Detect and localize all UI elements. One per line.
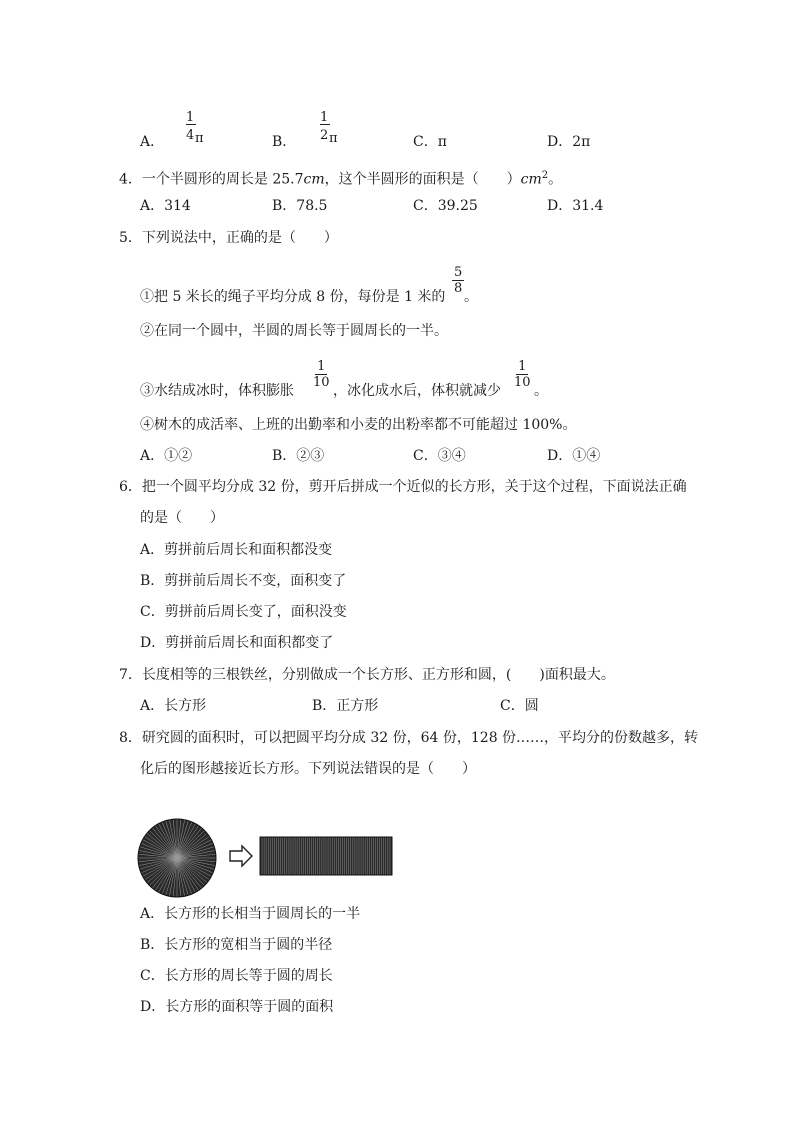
option-text: 2π [572,134,591,150]
q5-option-a: A．①② [140,448,193,464]
q5-statement-4: ④树木的成活率、上班的出勤率和小麦的出粉率都不可能超过 100%。 [140,417,577,433]
q4-stem-end: 。 [548,171,563,188]
q6-stem-line-2: 的是（ ） [140,510,224,526]
option-text: π [437,134,447,150]
sliced-circle-figure [138,819,216,897]
fraction-denominator: 8 [454,281,463,296]
q5-s3-fraction-2 [514,360,531,389]
q5-s3-mid: ，冰化成水后，体积就减少 [333,383,501,399]
q8-stem-line-1: 8．研究圆的面积时，可以把圆平均分成 32 份，64 份，128 份……，平均分的份数越多，转 [119,730,699,746]
q4-superscript: 2 [541,170,549,181]
fraction-bar [320,124,330,125]
q8-option-b: B．长方形的宽相当于圆的半径 [140,937,333,953]
q5-stem: 5．下列说法中，正确的是（ ） [119,230,338,246]
fraction-numerator: 1 [186,110,195,125]
fraction-bar [186,124,196,125]
q4-stem-text: 4．一个半圆形的周长是 25.7 [119,171,304,188]
q7-option-c: C．圆 [500,698,539,714]
arrow-shape [230,846,252,866]
q3-option-c [413,133,447,151]
option-letter: C． [413,134,438,150]
q5-statement-1 [140,288,445,306]
pi-symbol: π [329,131,338,146]
q4-unit-2: cm [520,171,542,188]
q6-option-c: C．剪拼前后周长变了，面积没变 [140,604,347,620]
pi-symbol: π [195,131,204,146]
q5-option-d: D．①④ [547,448,601,464]
q4-stem-text-2: ，这个半圆形的面积是（ ） [324,171,521,188]
option-letter: D． [547,134,573,150]
fraction-denominator: 2 [320,128,329,143]
q4-unit: cm [303,171,325,188]
rectangle-figure [260,837,392,875]
statement-text: ③水结成冰时，体积膨胀 [140,383,294,399]
q6-option-a: A．剪拼前后周长和面积都没变 [140,542,333,558]
q6-stem-line-1: 6．把一个圆平均分成 32 份，剪开后拼成一个近似的长方形，关于这个过程，下面说法正确 [119,479,687,495]
q7-option-a: A．长方形 [140,698,207,714]
q8-option-c: C．长方形的周长等于圆的周长 [140,968,333,984]
q4-option-d: D．31.4 [547,198,604,214]
q5-option-c: C．③④ [413,448,466,464]
q4-option-c: C．39.25 [413,198,478,214]
fraction-denominator: 10 [514,375,531,390]
q6-option-d: D．剪拼前后周长和面积都变了 [140,635,334,651]
q5-option-b: B．②③ [272,448,325,464]
q4-stem [119,167,562,189]
fraction-numerator: 1 [518,359,527,374]
fraction [514,360,531,389]
q7-stem: 7．长度相等的三根铁丝，分别做成一个长方形、正方形和圆，( )面积最大。 [119,667,615,683]
q5-s3-end: 。 [534,383,548,399]
statement-text: ①把 5 米长的绳子平均分成 8 份，每份是 1 米的 [140,289,446,305]
q3-option-a-letter: A． [140,134,165,150]
q6-option-b: B．剪拼前后周长不变，面积变了 [140,573,347,589]
q8-figure [136,818,396,898]
q8-option-d: D．长方形的面积等于圆的面积 [140,999,334,1015]
q5-statement-3 [140,382,294,400]
q4-option-b: B．78.5 [272,198,328,214]
q7-option-b: B．正方形 [312,698,379,714]
q3-option-b-fraction [320,110,340,146]
fraction-numerator: 1 [320,110,329,125]
q5-s3-fraction-1 [313,360,330,389]
q5-s1-fraction [452,266,464,295]
fraction-numerator: 1 [317,359,326,374]
fraction [452,266,464,295]
fraction [313,360,330,389]
q3-option-d [547,133,590,151]
q3-option-a-fraction [186,110,206,146]
fraction-denominator: 10 [313,375,330,390]
fraction-denominator: 4 [186,128,195,143]
q8-stem-line-2: 化后的图形越接近长方形。下列说法错误的是（ ） [140,761,476,777]
q3-option-b-letter: B． [272,134,297,150]
q5-statement-2: ②在同一个圆中，半圆的周长等于圆周长的一半。 [140,323,448,339]
arrow-right-icon [230,846,252,866]
fraction-numerator: 5 [454,265,463,280]
q4-option-a: A．314 [140,198,191,214]
q8-option-a: A．长方形的长相当于圆周长的一半 [140,906,361,922]
q5-s1-end: 。 [464,289,478,305]
